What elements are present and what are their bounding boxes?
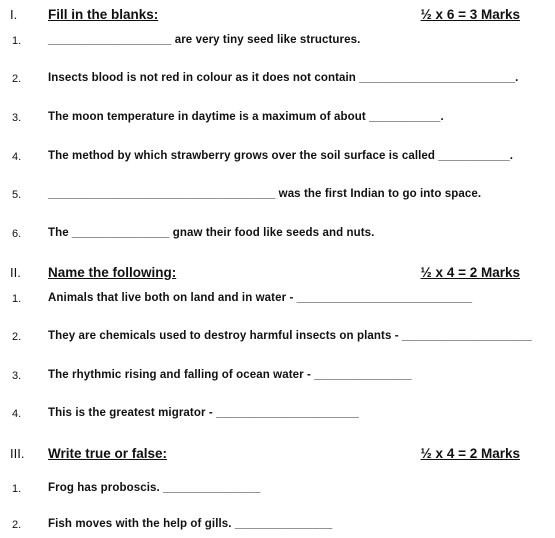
question-row (0, 150, 555, 170)
question-text: The rhythmic rising and falling of ocean water - _______________ (48, 369, 412, 381)
section-title: Fill in the blanks: (48, 7, 159, 22)
question-row (0, 330, 555, 350)
question-text: This is the greatest migrator - ______________________ (48, 407, 359, 419)
question-text: Insects blood is not red in colour as it does not contain ________________________. (48, 72, 519, 84)
question-number: 2. (12, 73, 22, 85)
question-row (0, 407, 555, 427)
question-text: The moon temperature in daytime is a maximum of about ___________. (48, 111, 444, 123)
question-row (0, 34, 555, 54)
section-title: Name the following: (48, 265, 177, 280)
section-header-1 (0, 7, 555, 27)
question-row (0, 188, 555, 208)
question-row (0, 518, 555, 538)
question-number: 2. (12, 331, 22, 343)
question-text: ___________________________________ was the first Indian to go into space. (48, 188, 482, 200)
question-row (0, 111, 555, 131)
section-marks: ½ x 4 = 2 Marks (420, 265, 520, 280)
section-header-3 (0, 446, 555, 466)
section-marks: ½ x 6 = 3 Marks (420, 7, 520, 22)
question-row (0, 227, 555, 247)
question-number: 2. (12, 519, 22, 531)
question-text: They are chemicals used to destroy harmful insects on plants - ____________________ (48, 330, 532, 342)
section-number: III. (10, 446, 25, 461)
question-text: The method by which strawberry grows over the soil surface is called ___________. (48, 150, 514, 162)
section-number: I. (10, 7, 18, 22)
question-number: 5. (12, 189, 22, 201)
question-text: Animals that live both on land and in water - ___________________________ (48, 292, 473, 304)
section-header-2 (0, 265, 555, 285)
section-number: II. (10, 265, 21, 280)
question-number: 1. (12, 35, 22, 47)
question-number: 4. (12, 408, 22, 420)
question-number: 3. (12, 370, 22, 382)
question-text: The _______________ gnaw their food like seeds and nuts. (48, 227, 375, 239)
section-marks: ½ x 4 = 2 Marks (420, 446, 520, 461)
question-row (0, 72, 555, 92)
section-title: Write true or false: (48, 446, 168, 461)
question-number: 1. (12, 483, 22, 495)
question-number: 6. (12, 228, 22, 240)
question-number: 4. (12, 151, 22, 163)
question-number: 1. (12, 293, 22, 305)
question-number: 3. (12, 112, 22, 124)
question-row (0, 292, 555, 312)
question-row (0, 369, 555, 389)
question-row (0, 482, 555, 502)
question-text: Frog has proboscis. _______________ (48, 482, 261, 494)
question-text: ___________________ are very tiny seed like structures. (48, 34, 361, 46)
question-text: Fish moves with the help of gills. _______________ (48, 518, 333, 530)
